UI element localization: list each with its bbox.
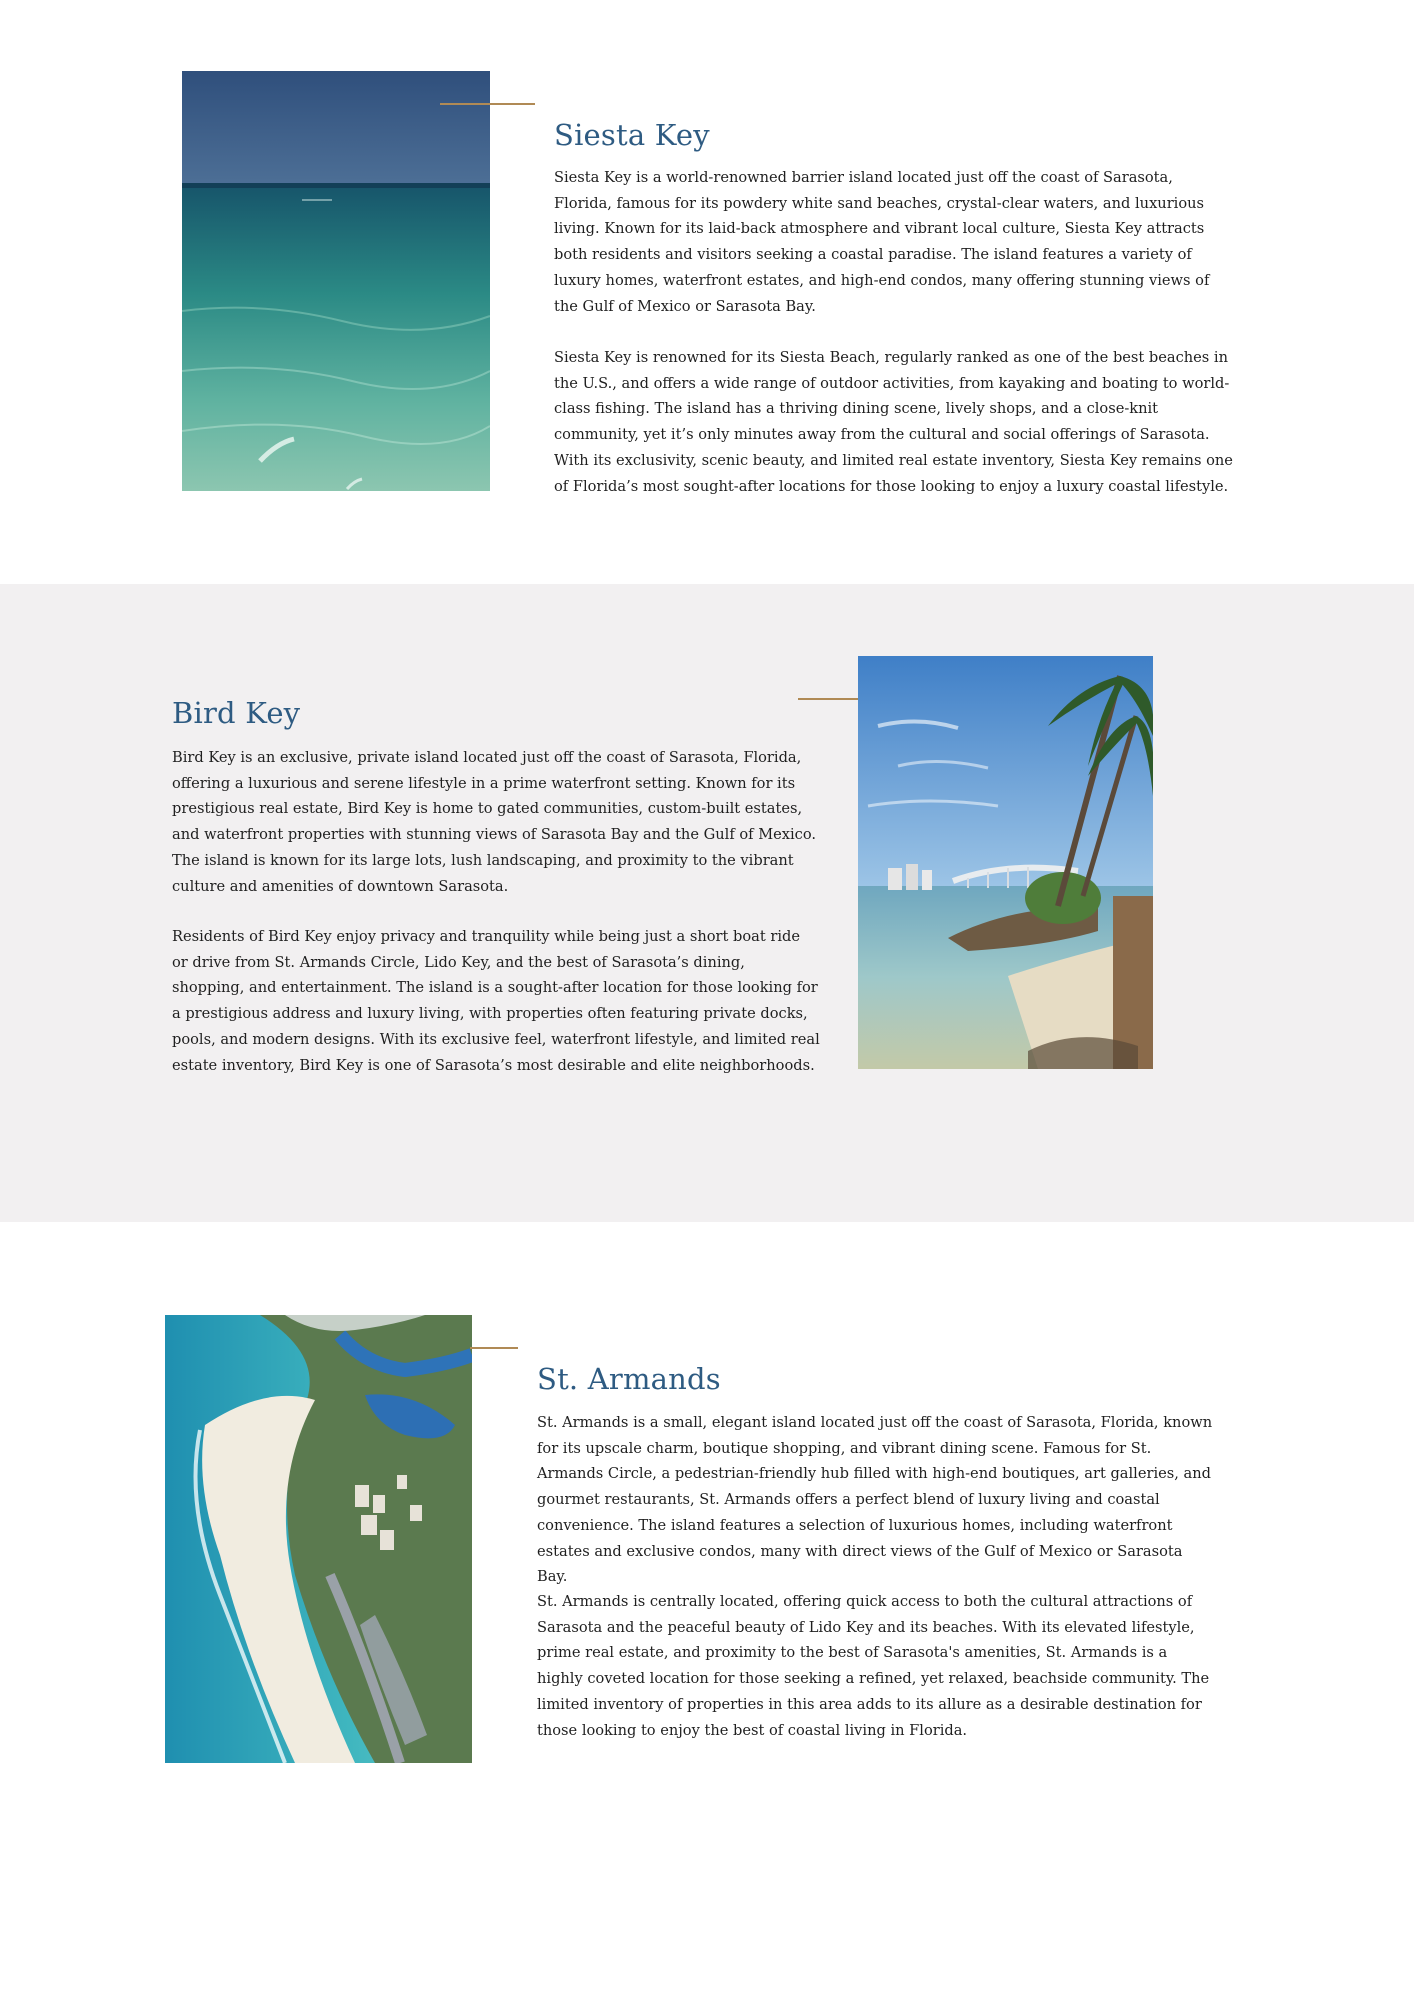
section-paragraph: Siesta Key is renowned for its Siesta Beach, regularly ranked as one of the best beaches in the U.S., and offers a wide range of outdoor activities, from kayaking and boating to world-class fishing. The island has a thriving dining scene, lively shops, and a close-knit community, yet it’s only minutes away from the cultural and social offerings of Sarasota. With its exclusivity, scenic beauty, and limited real estate inventory, Siesta Key remains one of Florida’s most sought-after locations for those looking to enjoy a luxury coastal lifestyle. xyxy=(554,349,1233,495)
siesta-key-ocean-photo xyxy=(182,71,490,491)
section-title: Siesta Key xyxy=(554,118,710,152)
bird-key-palm-shore-photo xyxy=(858,656,1153,1069)
section-bird-key xyxy=(0,584,1414,1222)
accent-line xyxy=(440,103,535,105)
section-title: Bird Key xyxy=(172,696,301,730)
section-paragraph: Residents of Bird Key enjoy privacy and tranquility while being just a short boat ride or drive from St. Armands Circle, Lido Key, and the best of Sarasota’s dining, shopping, and entertainment. The island is a sought-after location for those looking for a prestigious address and luxury living, with properties often featuring private docks, pools, and modern designs. With its exclusive feel, waterfront lifestyle, and limited real estate inventory, Bird Key is one of Sarasota’s most desirable and elite neighborhoods. xyxy=(172,928,820,1074)
section-paragraph: Siesta Key is a world-renowned barrier island located just off the coast of Sarasota, Florida, famous for its powdery white sand beaches, crystal-clear waters, and luxurious living. Known for its laid-back atmosphere and vibrant local culture, Siesta Key attracts both residents and visitors seeking a coastal paradise. The island features a variety of luxury homes, waterfront estates, and high-end condos, many offering stunning views of the Gulf of Mexico or Sarasota Bay. xyxy=(554,169,1210,315)
section-siesta-key xyxy=(0,0,1414,584)
section-st-armands xyxy=(0,1222,1414,2000)
section-paragraph: Bird Key is an exclusive, private island located just off the coast of Sarasota, Florida, offering a luxurious and serene lifestyle in a prime waterfront setting. Known for its prestigious real estate, Bird Key is home to gated communities, custom-built estates, and waterfront properties with stunning views of Sarasota Bay and the Gulf of Mexico. The island is known for its large lots, lush landscaping, and proximity to the vibrant culture and amenities of downtown Sarasota. xyxy=(172,749,817,895)
section-paragraph: St. Armands is a small, elegant island located just off the coast of Sarasota, Florida, known for its upscale charm, boutique shopping, and vibrant dining scene. Famous for St. Armands Circle, a pedestrian-friendly hub filled with high-end boutiques, art galleries, and gourmet restaurants, St. Armands offers a perfect blend of luxury living and coastal convenience. The island features a selection of luxurious homes, including waterfront estates and exclusive condos, many with direct views of the Gulf of Mexico or Sarasota Bay. xyxy=(537,1414,1213,1586)
st-armands-aerial-photo xyxy=(165,1315,472,1763)
section-title: St. Armands xyxy=(537,1362,721,1396)
section-paragraph: St. Armands is centrally located, offering quick access to both the cultural attractions of Sarasota and the peaceful beauty of Lido Key and its beaches. With its elevated lifestyle, prime real estate, and proximity to the best of Sarasota's amenities, St. Armands is a highly coveted location for those seeking a refined, yet relaxed, beachside community. The limited inventory of properties in this area adds to its allure as a desirable destination for those looking to enjoy the best of coastal living in Florida. xyxy=(537,1593,1210,1739)
accent-line xyxy=(470,1347,518,1349)
